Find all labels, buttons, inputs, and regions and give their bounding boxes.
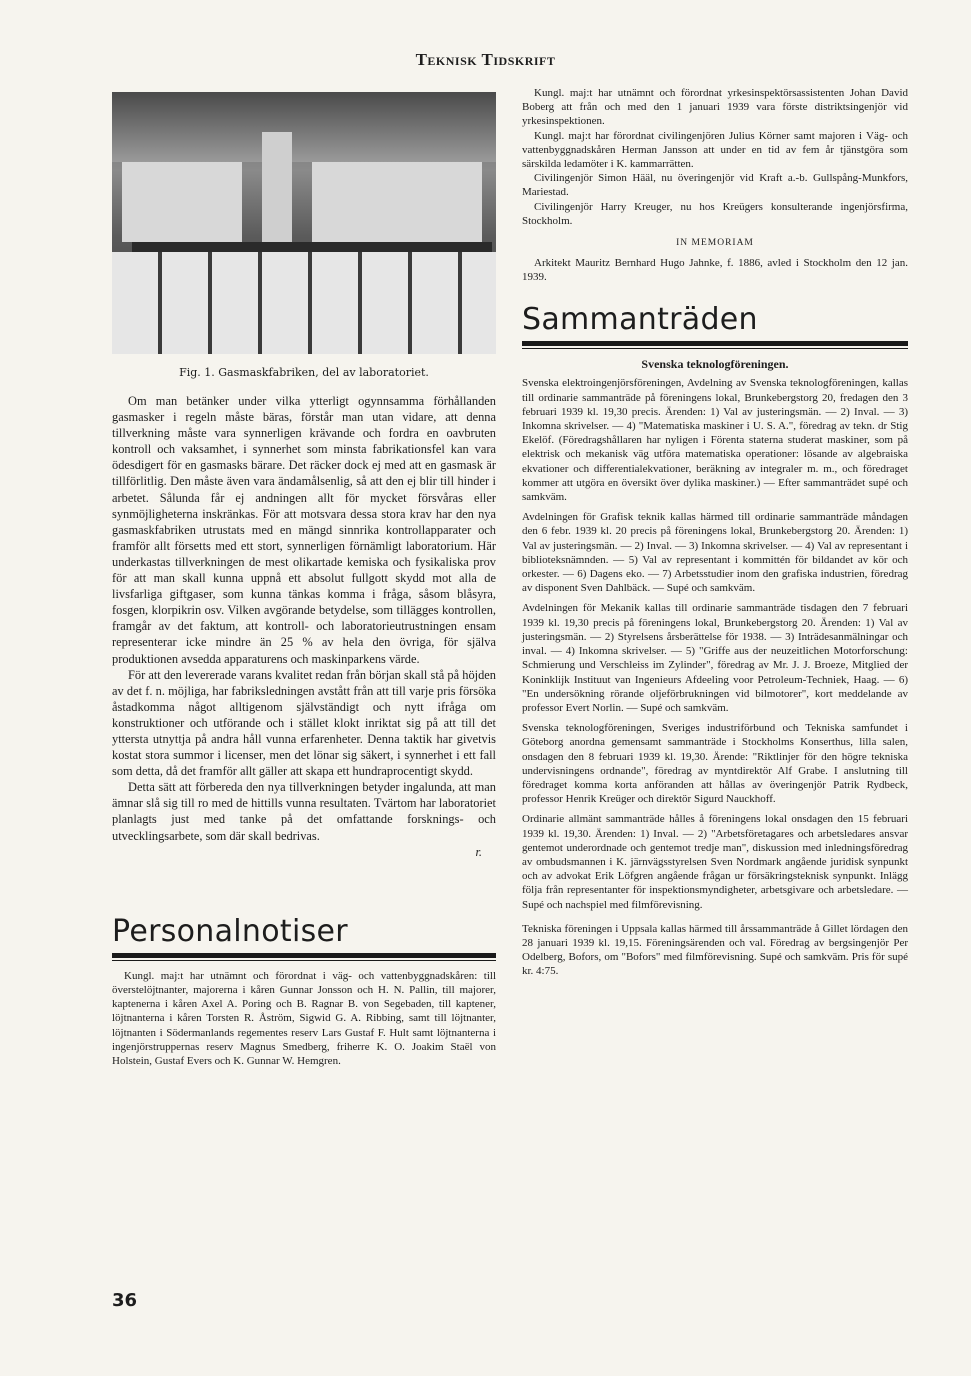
notice: Civilingenjör Harry Kreuger, nu hos Kreügers konsulterande ingenjörsfirma, Stockholm. (522, 200, 908, 227)
left-column (112, 92, 496, 1068)
article-paragraph: Om man betänker under vilka ytterligt ogynnsamma förhållanden gasmasker i regeln måste bäras, förstår man utan vidare, att denna tillverkning måste vara synnerligen krävande och fordra en oavbruten kontroll och vaksamhet, i synnerhet som minsta fabrikationsfel kan vara ödesdigert för en gasmasks bärare. Det räcker dock ej med att en gasmask är tillförlitlig. Den måste även vara ändamålsenlig, så att den ej blir till hinder i arbetet. Sålunda får ej andningen allt för mycket försvåras eller synmöjligheterna inskränkas. För att motsvara dessa stora krav har den nya gasmaskfabriken utrustats med en mängd sinnrika kontrollapparater och framför allt försetts med ett stort, synnerligen förnämligt laboratorium. Här underkastas tillverkningen de mest olikartade kemiska och fysikaliska prov för att man skall kunna uppnå ett absolut fullgott skydd mot alla de livsfarliga giftgaser, som kunna tänkas komma i fråga, såsom blåsyra, fosgen, klorpikrin osv. Vilken avgörande betydelse, som tillägges kontrollen, framgår av det faktum, att kontroll- och laboratorieutrustningen ensam representerar icke mindre än 25 % av hela den övriga, för själva produktionen avsedda apparaturens och maskinparkens värde. (112, 394, 496, 666)
laboratory-photo (112, 92, 496, 354)
meeting-entry: Tekniska föreningen i Uppsala kallas härmed till årssammanträde å Gillet lördagen den 28 januari 1939 kl. 19,15. Föreningsärenden och val. Föredrag av bergsingenjör Per Odelberg, Bofors, om "Bofors" med filmförevisning. Supé och samkväm. Pris för supé kr. 4:75. (522, 922, 908, 978)
right-column (522, 86, 908, 985)
notice: Kungl. maj:t har förordnat civilingenjören Julius Körner samt majoren i Väg- och vattenbyggnadskåren Herman Jansson att under en tid av fem år tjänstgöra som särskilda ledamöter i K. kammarrätten. (522, 129, 908, 171)
personal-text: Kungl. maj:t har utnämnt och förordnat i väg- och vattenbyggnadskåren: till överstelöjtnanter, majorerna i kåren Gunnar Jonsson och H. N. Pallin, till majorer, kaptenerna i kåren Axel A. Poring och B. Ragnar B. von Segebaden, till kaptener, löjtnanterna i kåren Torsten R. Åström, Sigwid G. A. Ribbing, samt till löjtnanter, löjtnanten i Södermanlands regementes reserv Lars Gustaf F. Hult samt löjtnanterna i ingenjörstruppernas reserv Magnus Smedberg, friherre K. O. Joakim Staël von Holstein, Gustaf Evers och K. Gunnar W. Hemgren. (112, 969, 496, 1067)
running-header: Teknisk Tidskrift (415, 50, 556, 69)
section-title-meetings: Sammanträden (522, 302, 758, 338)
meeting-entry: Avdelningen för Mekanik kallas till ordinarie sammanträde tisdagen den 7 februari 1939 kl. 19,30 precis på föreningens lokal, Brunkebergstorg 20. Ärenden: 1) Val av justeringsmän. — 2) Styrelsens årsberättelse för 1938. — 3) Inträdesanmälningar och inval. — 4) Inkomna skrivelser. — 5) "Griffe aus der neuzeitlichen Motorforschung: Schmierung und Verschleiss im Zylinder", föredrag av Mr. J. J. Broeze, Mitglied der Koninklijk Instituut van Ingenieurs Afdeeling voor Petroleum-Techniek, Haag. — 6) "En undersökning rörande oljeförbrukningen vid bilmotorer", kort meddelande av professor Evert Norlin. — Supé och samkväm. (522, 602, 908, 714)
article-body (112, 393, 496, 860)
article-paragraph: För att den levererade varans kvalitet redan från början skall stå på höjden av det f. n. möjliga, har fabriksledningen avstått från att till varje pris försöka åstadkomma något alltigenom självständigt och nytt ifråga om konstruktioner och utförande och i stället klokt inriktat sig på att till det yttersta utnyttja på andra håll vunna erfarenheter. Denna taktik har givetvis kostat stora summor i licenser, men det lönar sig säkert, i synnerhet i ett fall som detta, då det framför allt gäller att skapa ett hundraprocentigt skydd. (112, 667, 496, 779)
page-number: 36 (112, 1290, 138, 1311)
personal-section (112, 914, 496, 1068)
meeting-entry: Svenska elektroingenjörsföreningen, Avdelning av Svenska teknologföreningen, kallas till ordinarie sammanträde på föreningens lokal, Brunkebergstorg 20, fredagen den 3 februari 1939 kl. 19,30 precis. Ärenden: 1) Val av justeringsmän. — 2) Inval. — 3) Inkomna skrivelser. — 4) "Matematiska maskiner i U. S. A.", föredrag av tekn. dr Stig Ekelöf. (Föredragshållaren har nyligen i Förenta staterna studerat maskiner, som på elektrisk och mekanisk väg utföra matematiska operationer: lösande av algebraiska ekvationer och differentialekvationer, beräkning av integraler m. m., och föredraget kommer att utgöra en översikt över dylika maskiner.) — Efter sammanträdet supé och samkväm. (522, 377, 908, 504)
meeting-entry: Svenska teknologföreningen, Sveriges industriförbund och Tekniska samfundet i Göteborg anordna gemensamt sammanträde i Stockholms Konserthus, lilla salen, onsdagen den 8 februari 1939 kl. 19,30. Ärende: "Riktlinjer för den högre tekniska undervisningens ordnande", föredrag av myntdirektör Alf Grabe. I anslutning till föredraget komma korta anföranden att hållas av överingenjör Patrik Rydbeck, professor Henrik Kreüger och direktör Sigurd Nauckhoff. (522, 722, 908, 806)
meeting-entries (522, 376, 908, 978)
notices (522, 86, 908, 228)
meeting-entry: Avdelningen för Grafisk teknik kallas härmed till ordinarie sammanträde måndagen den 6 febr. 1939 kl. 20 precis på föreningens lokal, Brunkebergstorg 20. Ärenden: 1) Val av justeringsmän. — 2) Inval. — 3) Inkomna skrivelser. — 4) Val av representant i biblioteksnämnden. — 5) Val av representant i kommittén för bildandet av kör och orkester. — 6) Dagens eko. — 7) Arbetsstudier inom den grafiska industrien, föredrag av disponent Sven Dahlbäck. — Supé och samkväm. (522, 511, 908, 595)
meetings-section (522, 302, 908, 978)
article-signature: r. (475, 844, 482, 859)
section-rule (522, 341, 908, 346)
memoriam: Arkitekt Mauritz Bernhard Hugo Jahnke, f. 1886, avled i Stockholm den 12 jan. 1939. (522, 257, 908, 284)
notice: Kungl. maj:t har utnämnt och förordnat yrkesinspektörsassistenten Johan David Boberg att från och med den 1 januari 1939 vara förste distriktsingenjör vid yrkesinspektionen. (522, 87, 908, 128)
memoriam-heading: IN MEMORIAM (676, 238, 754, 249)
section-rule (112, 953, 496, 958)
figure-caption: Fig. 1. Gasmaskfabriken, del av laboratoriet. (179, 366, 429, 379)
notice: Civilingenjör Simon Hääl, nu överingenjör vid Kraft a.-b. Gullspång-Munkfors, Mariestad. (522, 172, 908, 199)
section-title-personal: Personalnotiser (112, 913, 348, 949)
article-paragraph: Detta sätt att förbereda den nya tillverkningen betyder ingalunda, att man ämnar slå sig till ro med de hittills vunna resultaten. Tvärtom har laboratoriet planlagts just med tanke på det omfattande forsknings- och utvecklingsarbete, som där skall bedrivas. (112, 780, 496, 843)
meeting-entry: Ordinarie allmänt sammanträde hålles å föreningens lokal onsdagen den 15 februari 1939 kl. 19,30. Ärenden: 1) Inval. — 2) "Arbetsföretagares och arbetsledares ansvar gentemot underordnade och gentemot tredje man", diskussion med inledningsföredrag av ombudsmannen i K. järnvägsstyrelsen Sven Nordmark angående juridisk synpunkt och av advokat Erik Löfgren angående frågan ur försäkringsteknisk synpunkt. Inlägg följa från representanter för inspektionsmyndigheter, arbetsgivare och arbetsledare. — Supé och nachspiel med filmförevisning. (522, 813, 908, 911)
meetings-subhead: Svenska teknologföreningen. (641, 357, 789, 372)
